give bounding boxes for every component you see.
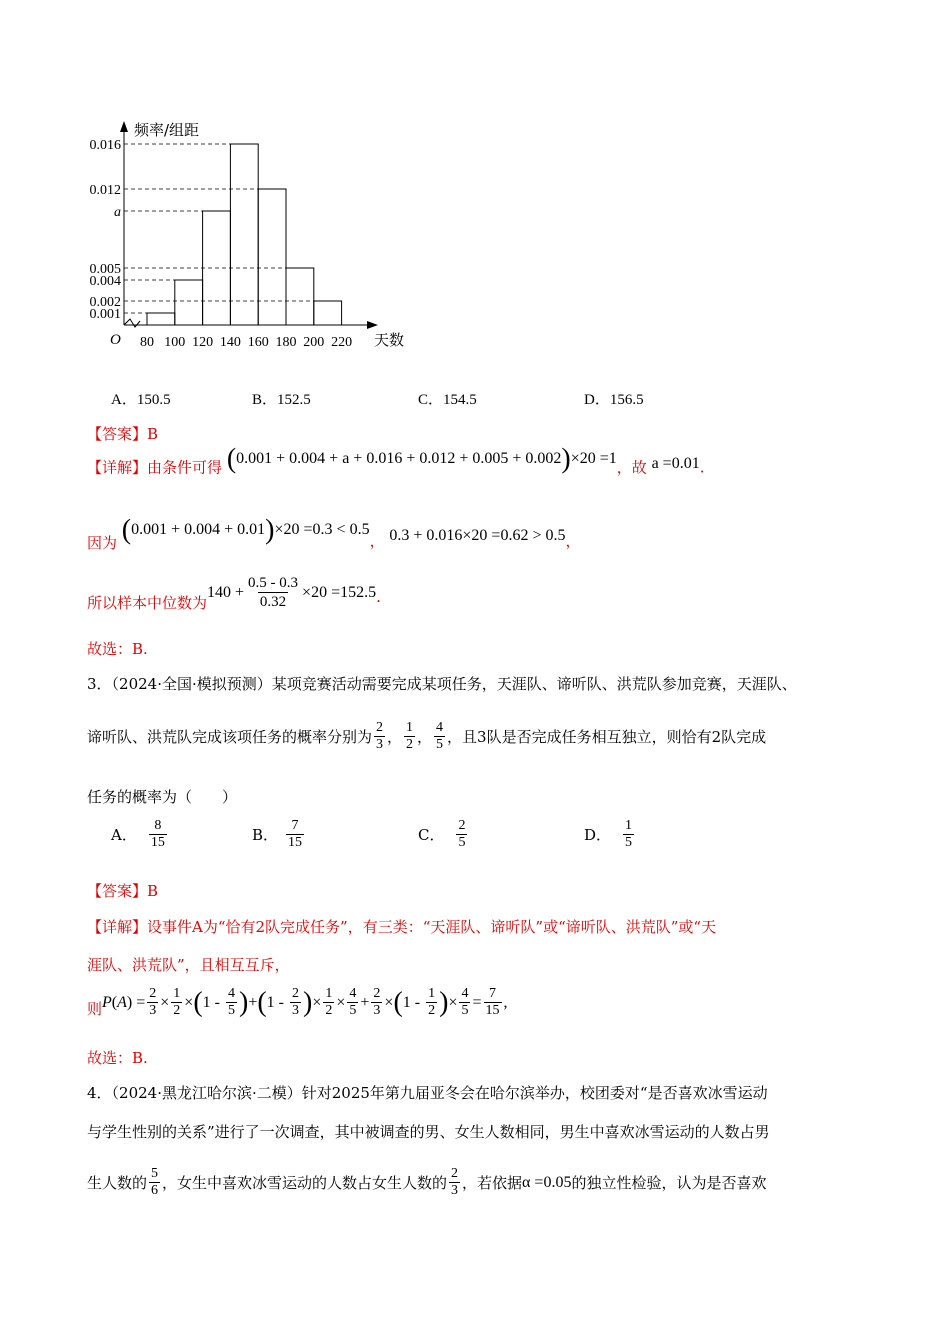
q3-option-a: A． $\frac{8}{15}$ — [111, 818, 165, 850]
q2-detail-line1: 【详解】由条件可得 (0.001 + 0.004 + a + 0.016 + 0.012 + 0.005 + 0.002)×20 =1，故 a =0.01. — [87, 443, 705, 477]
y-axis-arrow — [120, 121, 128, 132]
q3-option-c: C． $\frac{2}{5}$ — [418, 818, 466, 850]
alpha-value: α =0.05 — [522, 1173, 572, 1191]
x-tick-label: 180 — [275, 335, 297, 350]
x-axis-label: 天数 — [374, 331, 405, 349]
separator-text: ，故 — [616, 458, 647, 477]
q3-detail3: 则 P ( A ) = $\frac{2}{3}$ × $\frac{1}{2}$ × ( 1 - $\frac{4}{5}$ ) + ( 1 - $\frac{2}{3}$ ) × $\frac{1}{2}$ × $\frac{4}{5}$ + $\frac{2}{3}$ × ( 1 - $\frac{1}{2}$ ) × $\frac{4}{5}$ = $\frac{7}{15}$ , — [87, 986, 508, 1018]
histogram-chart — [80, 118, 410, 353]
y-tick-label: 0.005 — [89, 262, 121, 277]
q2-conclusion: 故选：B. — [87, 640, 148, 658]
histogram-bar — [286, 268, 314, 325]
q4-line1: 4．（2024·黑龙江哈尔滨·二模）针对2025年第九届亚冬会在哈尔滨举办，校团委对“是否喜欢冰雪运动 — [87, 1084, 768, 1102]
a-result: a =0.01 — [651, 454, 700, 472]
prob-fraction-1: $\frac{2}{3}$ — [376, 720, 384, 752]
x-tick-label: 100 — [164, 335, 186, 350]
q3-detail1: 【详解】设事件A为“恰有2队完成任务”，有三类：“天涯队、谛听队”或“谛听队、洪荒队”或“天 — [87, 918, 717, 936]
cumulative-expression-2: 0.3 + 0.016×20 =0.62 > 0.5 — [389, 526, 566, 544]
because-text: 因为 — [87, 533, 118, 552]
q4-line3: 生人数的 $\frac{5}{6}$ ，女生中喜欢冰雪运动的人数占女生人数的 $\frac{2}{3}$ ，若依据 α =0.05 的独立性检验，认为是否喜欢 — [87, 1166, 767, 1198]
prob-fraction-3: $\frac{4}{5}$ — [436, 720, 444, 752]
y-tick-label: 0.012 — [89, 183, 121, 198]
q3-line3: 任务的概率为（ ） — [87, 788, 238, 806]
prob-fraction-2: $\frac{1}{2}$ — [406, 720, 414, 752]
q2-detail-line2: 因为 (0.001 + 0.004 + 0.01)×20 =0.3 < 0.5， 0.3 + 0.016×20 =0.62 > 0.5， — [87, 514, 581, 552]
histogram-bar — [258, 189, 286, 325]
q3-conclusion: 故选：B. — [87, 1049, 148, 1067]
x-tick-label: 160 — [247, 335, 269, 350]
detail-label: 【详解】 — [87, 458, 148, 477]
q2-option-c: C．154.5 — [418, 392, 477, 408]
origin-label: O — [110, 332, 121, 348]
median-post: ×20 =152.5 — [302, 583, 377, 601]
histogram-bar — [314, 301, 342, 325]
x-tick-label: 140 — [219, 335, 241, 350]
q3-option-d: D． $\frac{1}{5}$ — [584, 818, 633, 850]
answer-value: B — [147, 425, 159, 443]
median-text: 所以样本中位数为 — [87, 594, 208, 612]
x-tick-label: 220 — [331, 335, 353, 350]
y-tick-label: a — [114, 205, 121, 220]
x-axis-arrow — [367, 321, 378, 329]
q2-answer — [87, 423, 158, 444]
histogram-bar — [175, 280, 203, 325]
q3-answer: 【答案】B — [87, 882, 159, 900]
sum-expression: (0.001 + 0.004 + a + 0.016 + 0.012 + 0.005 + 0.002)×20 =1 — [226, 443, 617, 474]
x-tick-label: 80 — [140, 335, 154, 350]
cumulative-expression: (0.001 + 0.004 + 0.01)×20 =0.3 < 0.5 — [121, 514, 370, 545]
q4-fraction-1: $\frac{5}{6}$ — [151, 1166, 159, 1198]
y-tick-label: 0.004 — [89, 274, 121, 289]
x-tick-label: 200 — [303, 335, 325, 350]
histogram-bar — [230, 144, 258, 325]
probability-formula: P ( A ) = $\frac{2}{3}$ × $\frac{1}{2}$ × ( 1 - $\frac{4}{5}$ ) + ( 1 - $\frac{2}{3}$ ) × $\frac{1}{2}$ × $\frac{4}{5}$ + $\frac{2}{3}$ × ( 1 - $\frac{1}{2}$ ) × $\frac{4}{5}$ = $\frac{7}{15}$ , — [102, 986, 508, 1018]
detail-text: 由条件可得 — [147, 458, 223, 477]
q4-line2: 与学生性别的关系”进行了一次调查，其中被调查的男、女生人数相同，男生中喜欢冰雪运动的人数占男 — [87, 1123, 770, 1141]
q4-fraction-2: $\frac{2}{3}$ — [451, 1166, 459, 1198]
q3-detail2: 涯队、洪荒队”，且相互互斥， — [87, 956, 290, 974]
y-axis-label: 频率/组距 — [134, 121, 200, 139]
q3-option-b: B． $\frac{7}{15}$ — [252, 818, 303, 850]
q2-option-b: B．152.5 — [252, 392, 311, 408]
q3-line2: 谛听队、洪荒队完成该项任务的概率分别为 $\frac{2}{3}$ ， $\frac{1}{2}$ ， $\frac{4}{5}$ ，且3队是否完成任务相互独立，则恰有2队完成 — [87, 720, 767, 752]
median-pre: 140 + — [207, 583, 245, 601]
y-tick-label: 0.002 — [89, 295, 121, 310]
axis-break — [124, 319, 140, 327]
q2-detail-line3: 所以样本中位数为 140 + $\frac{0.5 - 0.3}{0.32}$ ×20 =152.5 . — [87, 575, 381, 612]
q2-option-a: A．150.5 — [111, 392, 171, 408]
histogram-bar — [147, 313, 175, 325]
y-tick-label: 0.016 — [89, 138, 121, 153]
chart-layer — [90, 121, 405, 350]
median-fraction: $\frac{0.5 - 0.3}{0.32}$ — [248, 575, 299, 610]
q2-option-d: D．156.5 — [584, 392, 644, 408]
answer-label: 【答案】 — [87, 425, 148, 443]
q3-header: 3．（2024·全国·模拟预测）某项竞赛活动需要完成某项任务，天涯队、谛听队、洪荒队参加竞赛，天涯队、 — [87, 675, 797, 693]
y-tick-label: 0.001 — [89, 307, 121, 322]
x-tick-label: 120 — [192, 335, 214, 350]
